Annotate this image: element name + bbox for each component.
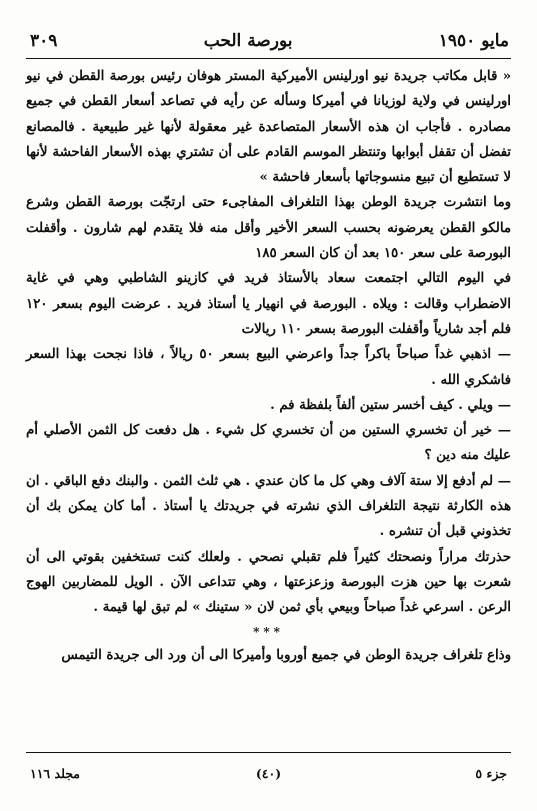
footer-rule — [26, 752, 511, 753]
last-paragraph: وذاع تلغراف جريدة الوطن في جميع أوروبا وأميركا الى أن ورد الى جريدة التيمس — [61, 647, 511, 663]
footer-signature: جزء ٥ — [475, 766, 507, 781]
page-body — [26, 64, 511, 741]
paragraph: وما انتشرت جريدة الوطن بهذا التلغراف المفاجىء حتى ارتجّت بورصة القطن وشرع مالكو القطن يعرضونه بحسب السعر الأخير وأقل منه فلا يتقدم لهم شارون . وأقفلت البورصة على سعر ١٥٠ بعد أن كان السعر ١٨٥ — [26, 195, 511, 262]
paragraph: حذرتك مراراً ونصحتك كثيراً فلم تقبلي نصحي . ولعلك كنت تستخفين بقوتي الى أن شعرت بها حين هزت البورصة وزعزعتها ، وهي تتداعى الآن . الويل للمضاربين الهوج الرعن . اسرعي غداً صباحاً وبيعي بأي ثمن لان « ستينك » لم تبق لها قيمة . — [26, 549, 511, 616]
header-date: مايو ١٩٥٠ — [438, 31, 509, 51]
dialogue-line: — لم أدفع إلا ستة آلاف وهي كل ما كان عندي . هي ثلث الثمن . والبنك دفع الباقي . ان هذه الكارثة نتيجة التلغراف الذي نشرته في جريدتك يا أستاذ . أما كان يمكن بك أن تخذوني قبل أن تنشره . — [26, 473, 511, 540]
header-title: بورصة الحب — [203, 31, 293, 51]
dialogue-line: — ويلي . كيف أخسر ستين ألفاً بلفظة فم . — [270, 397, 511, 413]
header-rule — [26, 58, 511, 59]
dialogue-line: — خير أن تخسري الستين من أن تخسري كل شيء . هل دفعت كل الثمن الأصلي أم عليك منه دين ؟ — [26, 423, 511, 464]
page-footer — [30, 756, 507, 790]
footer-volume: مجلد ١١٦ — [30, 766, 80, 781]
dialogue-line: — اذهبي غداً صباحاً باكراً جداً واعرضي البيع بسعر ٥٠ ريالاً ، فاذا نجحت بهذا السعر فاشكري الله . — [26, 347, 511, 388]
paragraph: « قابل مكاتب جريدة نيو اورلينس الأميركية المستر هوفان رئيس بورصة القطن في نيو اورلينس في ولاية لوزيانا في أميركا وسأله عن رأيه في تصاعد أسعار القطن في جميع مصادره . فأجاب ان هذه الأسعار المتصاعدة غير معقولة لأنها غير طبيعية . فالمصانع تفضل أن تقفل أبوابها وتنتظر الموسم القادم على أن تشتري بهذه الأسعار الفاحشة لأنها لا تستطيع أن تبيع منسوجاتها بأسعار فاحشة » — [26, 69, 511, 186]
section-separator: *** — [253, 624, 284, 639]
footer-page: (٤٠) — [255, 766, 282, 781]
header-page-number: ٣٠٩ — [30, 31, 58, 51]
paragraph: في اليوم التالي اجتمعت سعاد بالأستاذ فريد في كازينو الشاطبي وهي في غاية الاضطراب وقالت : ويلاه . البورصة في انهيار يا أستاذ فريد . عرضت اليوم بسعر ١٢٠ فلم أجد شارياً وأقفلت البورصة بسعر ١١٠ ريالات — [26, 271, 511, 337]
page-header — [30, 28, 509, 54]
